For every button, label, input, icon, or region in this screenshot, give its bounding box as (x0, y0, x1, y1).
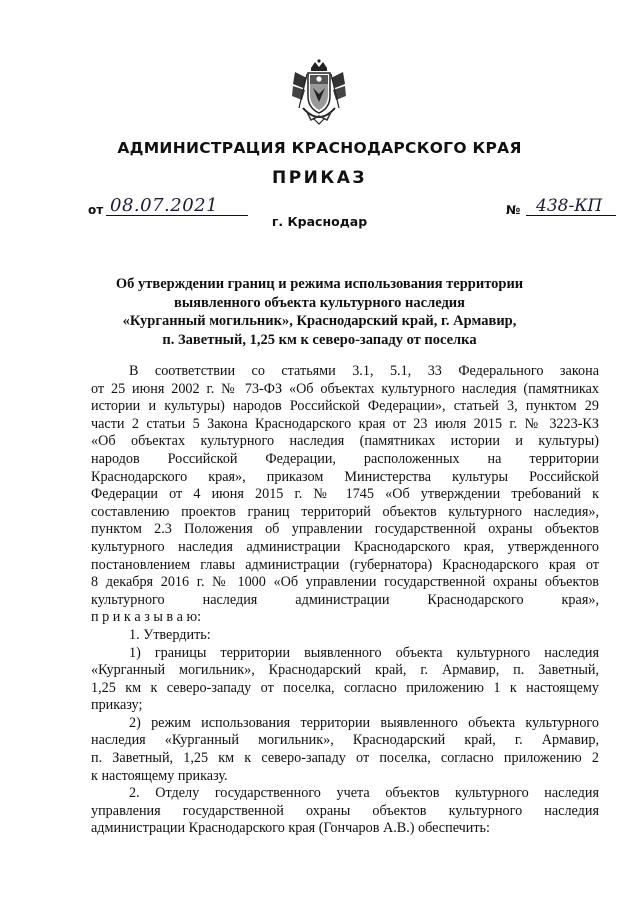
body-line: 2. Отделу государственного учета объектов культурного наследия (129, 785, 599, 802)
body-line: составлению проектов границ территорий объектов культурного наследия», (91, 503, 599, 520)
body-line: 2) режим использования территории выявленного объекта культурного (129, 714, 599, 731)
body-line: Федерации от 4 июня 2015 г. № 1745 «Об утверждении требований к (91, 486, 599, 503)
body-line: «Курганный могильник», Краснодарский край, г. Армавир, п. Заветный, (91, 662, 599, 679)
body-line: пунктом 2.3 Положения об управлении государственной охраны объектов (91, 521, 599, 538)
body-line: приказу; (91, 697, 143, 714)
document-body (91, 363, 599, 838)
body-line: народов Российской Федерации, расположенных на территории (91, 450, 599, 467)
title-line: «Курганный могильник», Краснодарский край, г. Армавир, (122, 313, 517, 329)
title-line: п. Заветный, 1,25 км к северо-западу от поселка (162, 331, 477, 348)
body-line: п. Заветный, 1,25 км к северо-западу от поселка, согласно приложению 2 (91, 750, 599, 767)
body-line: наследия «Курганный могильник», Краснодарский край, г. Армавир, (91, 732, 599, 749)
body-line: части 2 статьи 5 Закона Краснодарского края от 23 июля 2015 г. № 3223-КЗ (91, 415, 599, 432)
body-line: Краснодарского края», приказом Министерства культуры Российской (91, 468, 599, 485)
organization-name: АДМИНИСТРАЦИЯ КРАСНОДАРСКОГО КРАЯ (117, 139, 522, 157)
number-value: 438-КП (536, 196, 603, 216)
title-line: Об утверждении границ и режима использования территории (115, 276, 524, 292)
body-line: 1. Утвердить: (129, 626, 211, 643)
body-line: администрации Краснодарского края (Гончаров А.В.) обеспечить: (91, 820, 490, 837)
body-line: культурного наследия администрации Краснодарского края, утвержденного (91, 538, 599, 555)
body-line: В соответствии со статьями 3.1, 5.1, 33 Федерального закона (129, 363, 599, 379)
body-line: 8 декабря 2016 г. № 1000 «Об управлении государственной охраны объектов (91, 574, 599, 591)
body-line: 1,25 км к северо-западу от поселка, согласно приложению 1 к настоящему (91, 679, 599, 696)
krasnodar-coat-of-arms-icon (289, 58, 349, 128)
date-prefix: от (88, 203, 104, 217)
body-line: истории и культуры) народов Российской Федерации», статьей 3, пунктом 29 (91, 398, 599, 415)
city-name: г. Краснодар (271, 214, 368, 229)
body-line: «Об объектах культурного наследия (памятниках истории и культуры) (91, 433, 599, 450)
body-line: п р и к а з ы в а ю: (91, 609, 202, 626)
body-line: 1) границы территории выявленного объекта культурного наследия (129, 644, 599, 661)
body-line: управления государственной охраны объектов культурного наследия (91, 802, 599, 819)
date-value: 08.07.2021 (110, 195, 219, 216)
number-prefix: № (506, 203, 521, 217)
body-line: постановлением главы администрации (губернатора) Краснодарского края от (91, 556, 599, 573)
document-title (0, 275, 639, 349)
title-line: выявленного объекта культурного наследия (173, 294, 465, 311)
body-line: от 25 июня 2002 г. № 73-ФЗ «Об объектах культурного наследия (памятниках (91, 380, 599, 397)
body-line: к настоящему приказу. (91, 767, 228, 784)
document-type: ПРИКАЗ (271, 168, 368, 188)
body-line: культурного наследия администрации Краснодарского края», (91, 591, 599, 608)
